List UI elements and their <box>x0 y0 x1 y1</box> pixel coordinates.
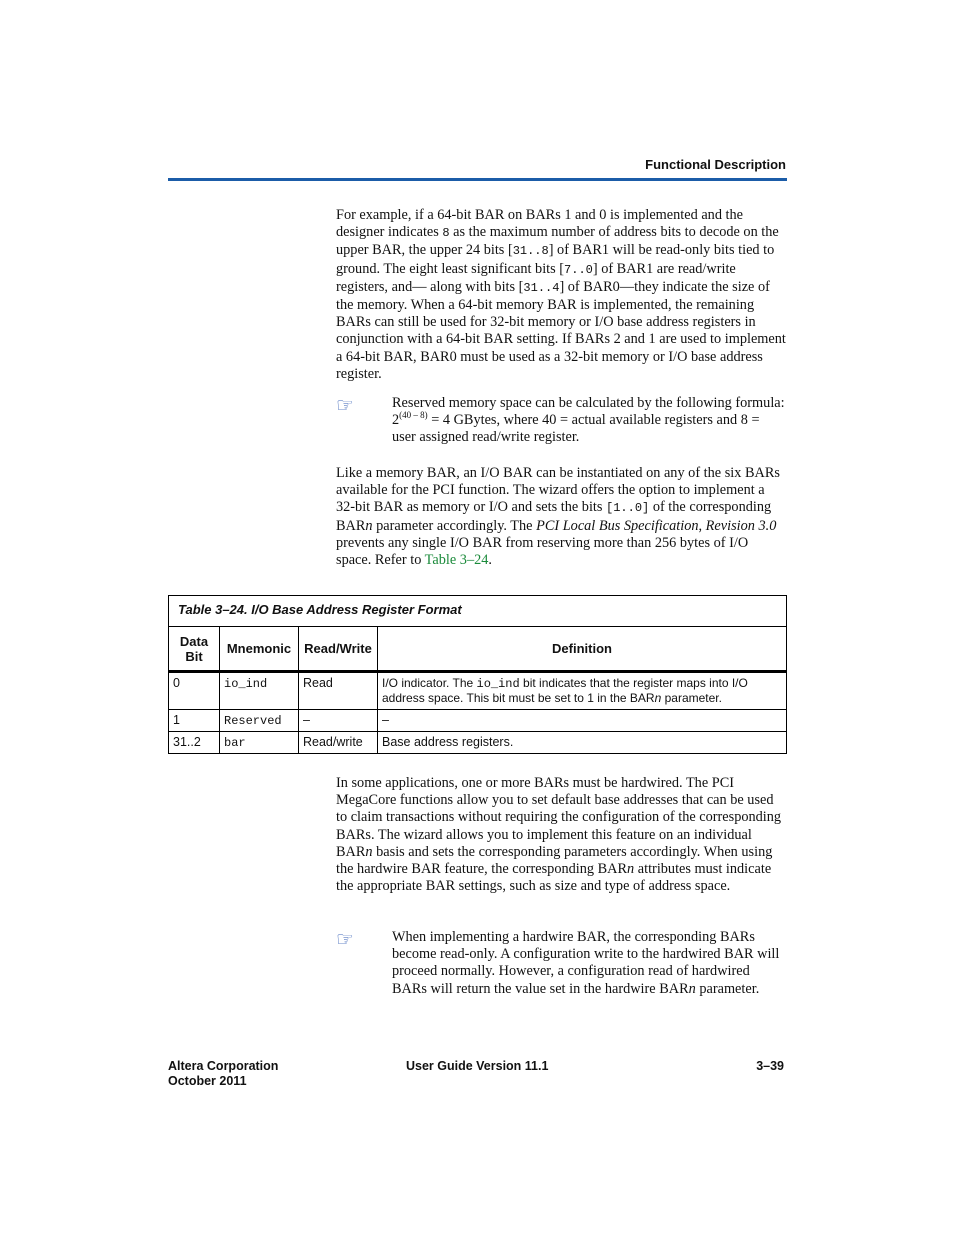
table-header-row <box>169 627 787 672</box>
table-row <box>169 710 787 732</box>
running-header-title: Functional Description <box>645 157 786 172</box>
paragraph-64bit-bar: For example, if a 64-bit BAR on BARs 1 and 0 is implemented and the designer indicates 8 as the maximum number of address bits to decode on the upper BAR, the upper 24 bits [31..8] of BAR1 will be read-only bits tied to ground. The eight least significant bits [7..0] of BAR1 are read/write registers, and— along with bits [31..4] of BAR0—they indicate the size of the memory. When a 64-bit memory BAR is implemented, the remaining BARs can still be used for 32-bit memory or I/O base address registers in conjunction with a 64-bit BAR setting. If BARs 2 and 1 are used to implement a 64-bit BAR, BAR0 must be used as a 32-bit memory or I/O base address register. <box>336 207 786 382</box>
table-row <box>169 672 787 710</box>
note-hardwire-bar: When implementing a hardwire BAR, the corresponding BARs become read-only. A configuration write to the hardwired BAR will proceed normally. However, a configuration read of hardwired BARs will return the value set in the hardwire BARn parameter. <box>392 929 780 997</box>
cell-definition: – <box>378 710 787 732</box>
cell-definition: Base address registers. <box>378 732 787 754</box>
header-rule <box>168 178 787 181</box>
cell-bit: 1 <box>169 710 220 732</box>
cell-rw: – <box>299 710 378 732</box>
cell-rw: Read <box>299 672 378 710</box>
header-definition: Definition <box>378 627 787 672</box>
footer-date: October 2011 <box>168 1074 247 1088</box>
pointing-hand-icon: ☞ <box>336 927 354 951</box>
cell-rw: Read/write <box>299 732 378 754</box>
cell-mnemonic: Reserved <box>220 710 299 732</box>
header-data-bit: Data Bit <box>169 627 220 672</box>
header-read-write: Read/Write <box>299 627 378 672</box>
cell-mnemonic: io_ind <box>220 672 299 710</box>
io-bar-register-table <box>168 595 787 754</box>
pointing-hand-icon: ☞ <box>336 393 354 417</box>
cell-definition: I/O indicator. The io_ind bit indicates that the register maps into I/O address space. This bit must be set to 1 in the BARn parameter. <box>378 672 787 710</box>
cell-mnemonic: bar <box>220 732 299 754</box>
table-caption: Table 3–24. I/O Base Address Register Format <box>168 595 787 626</box>
header-mnemonic: Mnemonic <box>220 627 299 672</box>
footer-left <box>168 1059 278 1089</box>
note-reserved-memory: Reserved memory space can be calculated by the following formula: $2^{(40 - 8)} = 4$ GBytes, where 40 = actual available registers and 8 = user assigned read/write register. <box>392 395 785 446</box>
footer-guide-version: User Guide Version 11.1 <box>406 1059 549 1073</box>
table-reference-link[interactable]: Table 3–24 <box>424 552 489 569</box>
footer-page-number: 3–39 <box>756 1059 784 1073</box>
paragraph-hardwired-bars: In some applications, one or more BARs must be hardwired. The PCI MegaCore functions allow you to set default base addresses that can be used to claim transactions without requiring the configuration of the corresponding BARs. The wizard allows you to implement this feature on an individual BARn basis and sets the corresponding parameters accordingly. When using the hardwire BAR feature, the corresponding BARn attributes must indicate the appropriate BAR settings, such as size and type of address space. <box>336 775 782 895</box>
table-row <box>169 732 787 754</box>
paragraph-io-bar: Like a memory BAR, an I/O BAR can be instantiated on any of the six BARs available for the PCI function. The wizard offers the option to implement a 32-bit BAR as memory or I/O and sets the bits [1..0] of the corresponding BARn parameter accordingly. The PCI Local Bus Specification, Revision 3.0 prevents any single I/O BAR from reserving more than 256 bytes of I/O space. Refer to Table 3–24. <box>336 465 780 569</box>
cell-bit: 31..2 <box>169 732 220 754</box>
cell-bit: 0 <box>169 672 220 710</box>
footer-company: Altera Corporation <box>168 1059 279 1073</box>
